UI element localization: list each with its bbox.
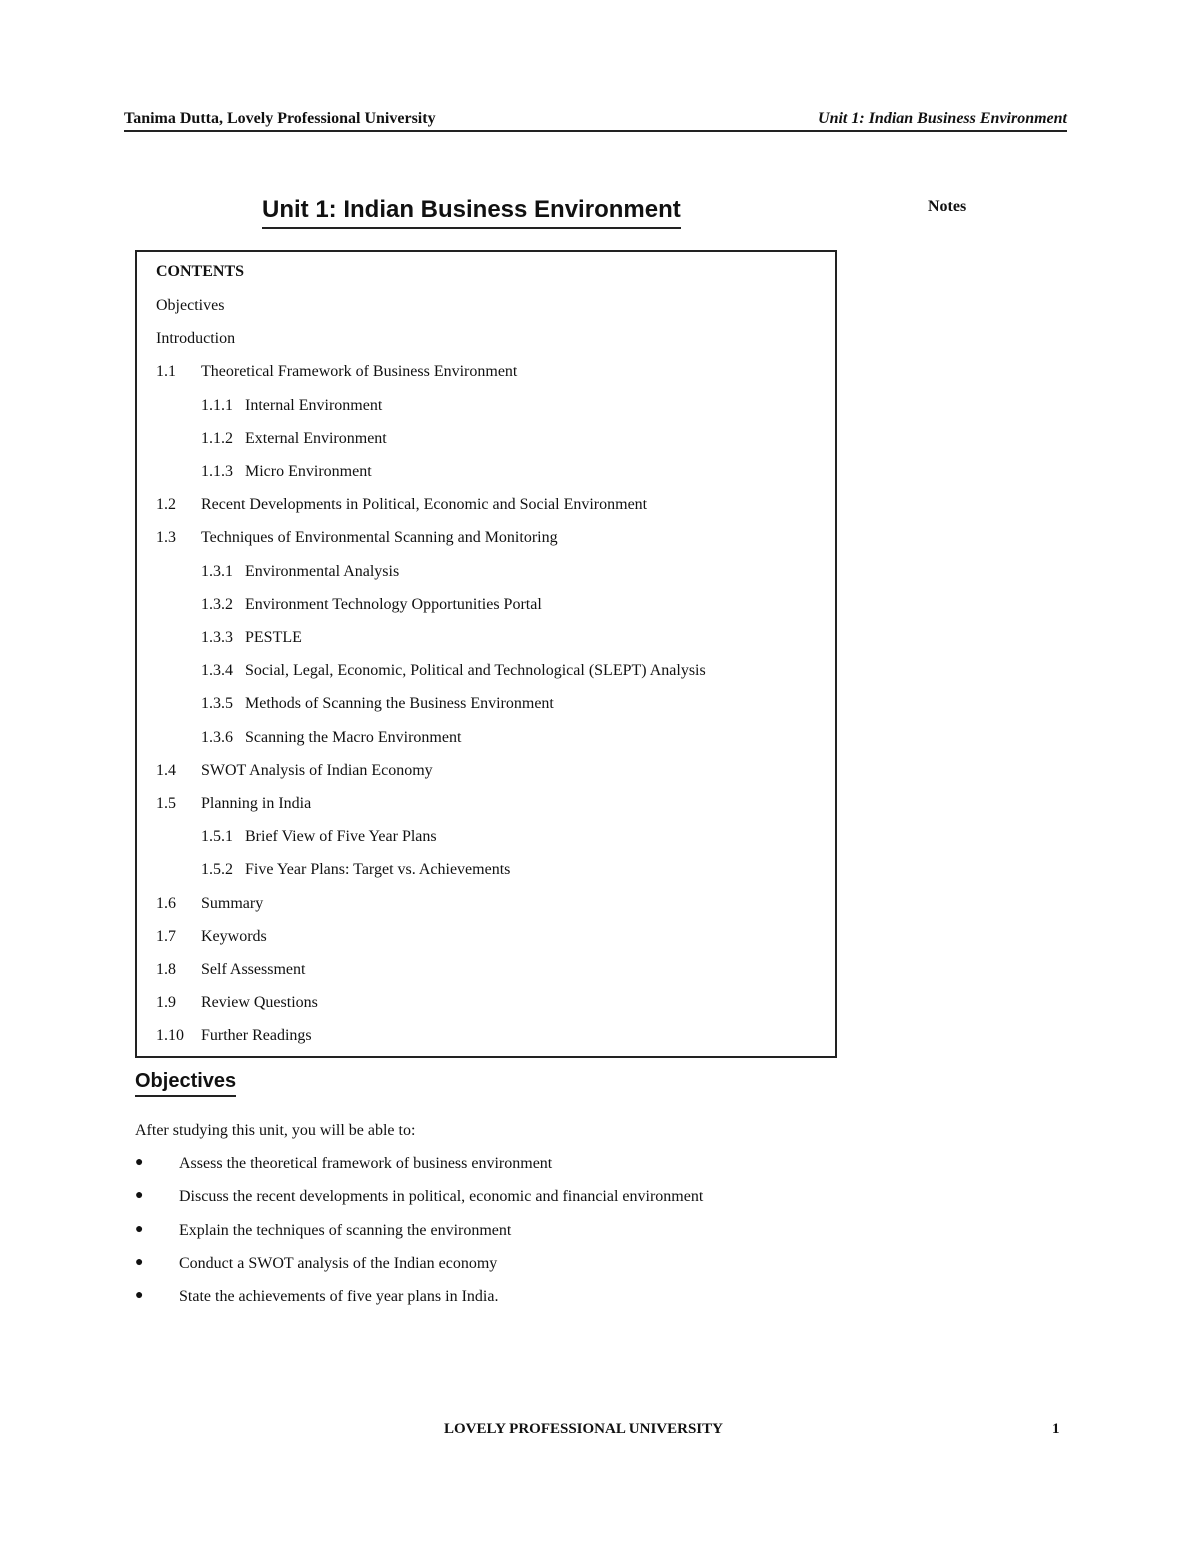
toc-item-number: 1.5.1: [201, 828, 233, 845]
toc-item-number: 1.1.3: [201, 463, 233, 480]
toc-item-number: 1.3.5: [201, 695, 233, 712]
objectives-heading: Objectives: [135, 1070, 236, 1097]
bullet-icon: ●: [135, 1288, 144, 1303]
toc-item-number: 1.9: [156, 994, 176, 1011]
toc-item-text: Techniques of Environmental Scanning and Monitoring: [201, 529, 558, 546]
toc-item-text: Summary: [201, 895, 264, 912]
header-unit-title: Unit 1: Indian Business Environment: [818, 110, 1067, 127]
toc-item-number: 1.8: [156, 961, 176, 978]
toc-item-number: 1.1: [156, 363, 176, 380]
page-title: Unit 1: Indian Business Environment: [262, 196, 681, 229]
toc-item-number: 1.10: [156, 1027, 184, 1044]
list-item-text: Assess the theoretical framework of business environment: [179, 1155, 553, 1172]
toc-item-text: Review Questions: [201, 994, 318, 1011]
toc-item-number: 1.7: [156, 928, 176, 945]
toc-item-text: Planning in India: [201, 795, 312, 812]
toc-item-text: Keywords: [201, 928, 267, 945]
contents-title: CONTENTS: [156, 263, 245, 280]
objectives-intro: After studying this unit, you will be able to:: [135, 1122, 416, 1139]
toc-item-number: 1.5.2: [201, 861, 233, 878]
toc-item-number: 1.3.1: [201, 563, 233, 580]
bullet-icon: ●: [135, 1188, 144, 1203]
list-item-text: Discuss the recent developments in political, economic and financial environment: [179, 1188, 704, 1205]
toc-item-number: 1.2: [156, 496, 176, 513]
toc-item-number: 1.4: [156, 762, 176, 779]
toc-item-text: PESTLE: [245, 629, 302, 646]
bullet-icon: ●: [135, 1222, 144, 1237]
toc-item-text: Micro Environment: [245, 463, 372, 480]
toc-item-number: 1.6: [156, 895, 176, 912]
toc-item-number: 1.1.1: [201, 397, 233, 414]
list-item-text: Explain the techniques of scanning the environment: [179, 1222, 512, 1239]
bullet-icon: ●: [135, 1155, 144, 1170]
toc-item-number: 1.5: [156, 795, 176, 812]
bullet-icon: ●: [135, 1255, 144, 1270]
toc-item-number: 1.3.4: [201, 662, 233, 679]
page-number: 1: [1052, 1421, 1060, 1437]
toc-item-text: Internal Environment: [245, 397, 383, 414]
toc-item-text: Self Assessment: [201, 961, 306, 978]
list-item-text: Conduct a SWOT analysis of the Indian economy: [179, 1255, 498, 1272]
footer-university: LOVELY PROFESSIONAL UNIVERSITY: [444, 1421, 723, 1437]
toc-item-text: SWOT Analysis of Indian Economy: [201, 762, 433, 779]
toc-item-text: External Environment: [245, 430, 387, 447]
toc-item-text: Methods of Scanning the Business Environment: [245, 695, 554, 712]
toc-item-text: Objectives: [156, 297, 225, 314]
running-header: [124, 110, 1067, 132]
toc-item-text: Scanning the Macro Environment: [245, 729, 462, 746]
toc-item-text: Recent Developments in Political, Economic and Social Environment: [201, 496, 648, 513]
toc-item-text: Social, Legal, Economic, Political and Technological (SLEPT) Analysis: [245, 662, 706, 679]
toc-item-number: 1.3: [156, 529, 176, 546]
toc-item-text: Brief View of Five Year Plans: [245, 828, 437, 845]
toc-item-text: Introduction: [156, 330, 236, 347]
toc-item-number: 1.3.2: [201, 596, 233, 613]
header-author: Tanima Dutta, Lovely Professional University: [124, 110, 436, 127]
list-item-text: State the achievements of five year plans in India.: [179, 1288, 499, 1305]
toc-item-text: Further Readings: [201, 1027, 312, 1044]
toc-item-number: 1.3.6: [201, 729, 233, 746]
toc-item-number: 1.1.2: [201, 430, 233, 447]
notes-label: Notes: [928, 198, 967, 215]
toc-item-text: Theoretical Framework of Business Environment: [201, 363, 518, 380]
toc-item-number: 1.3.3: [201, 629, 233, 646]
toc-item-text: Five Year Plans: Target vs. Achievements: [245, 861, 511, 878]
toc-item-text: Environment Technology Opportunities Portal: [245, 596, 542, 613]
toc-item-text: Environmental Analysis: [245, 563, 400, 580]
